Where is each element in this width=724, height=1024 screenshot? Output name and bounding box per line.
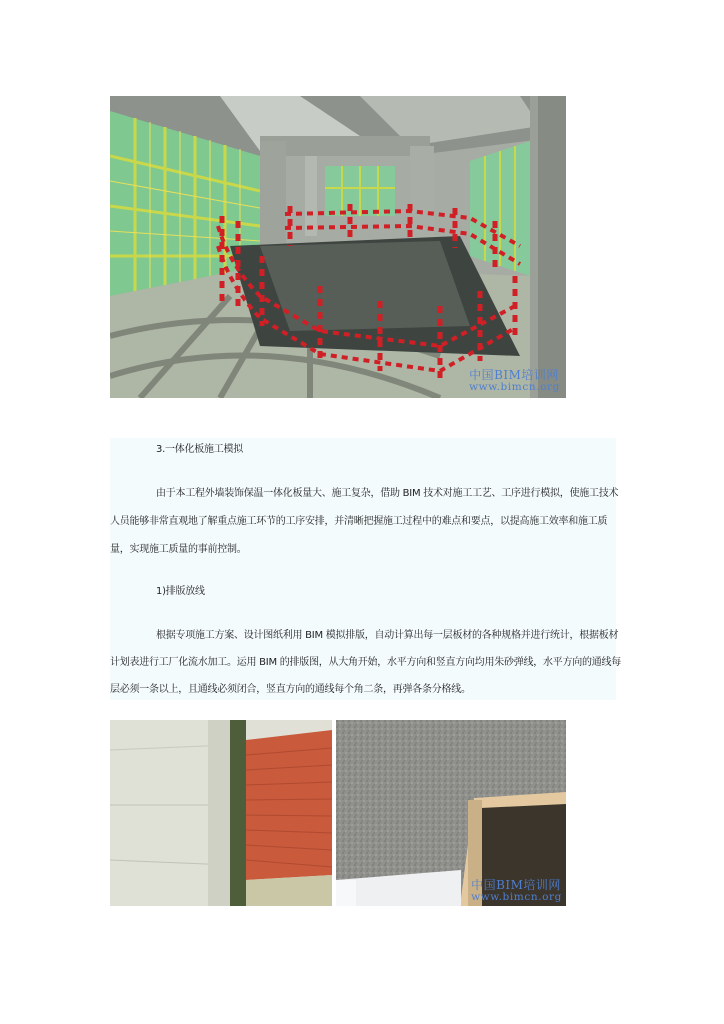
watermark-top	[469, 369, 560, 394]
paragraph1-line3: 量，实现施工质量的事前控制。	[110, 544, 247, 555]
watermark-bottom	[471, 879, 562, 904]
atrium-render-drawing	[110, 96, 566, 398]
watermark-bottom-url: www.bimcn.org	[471, 891, 562, 904]
watermark-top-title: 中国BIM培训网	[469, 368, 559, 383]
paragraph2-line1: 根据专项施工方案、设计图纸利用 BIM 模拟排版，自动计算出每一层板材的各种规格并进行统计，根据板材	[156, 630, 619, 641]
paragraph1-line2: 人员能够非常直观地了解重点施工环节的工序安排，并清晰把握施工过程中的难点和要点，以提高施工效率和施工质	[110, 516, 608, 527]
paragraph2-line3: 层必须一条以上，且通线必须闭合，竖直方向的通线每个角二条，再弹各条分格线。	[110, 684, 471, 695]
bim-atrium-railing-image	[110, 96, 566, 398]
wall-panel-drawing	[110, 720, 332, 906]
watermark-bottom-title: 中国BIM培训网	[471, 878, 561, 893]
paragraph1-line1: 由于本工程外墙装饰保温一体化板量大、施工复杂，借助 BIM 技术对施工工艺、工序进行模拟，使施工技术	[156, 488, 619, 499]
watermark-top-url: www.bimcn.org	[469, 381, 560, 394]
site-photo-image	[336, 720, 566, 906]
subheading: 1)排版放线	[156, 586, 205, 597]
text-section	[110, 438, 622, 700]
wall-panel-render-image	[110, 720, 332, 906]
paragraph2-line2: 计划表进行工厂化流水加工。运用 BIM 的排版图，从大角开始，水平方向和竖直方向均用朱砂弹线，水平方向的通线每	[110, 657, 622, 668]
section-heading: 3.一体化板施工模拟	[156, 444, 244, 455]
